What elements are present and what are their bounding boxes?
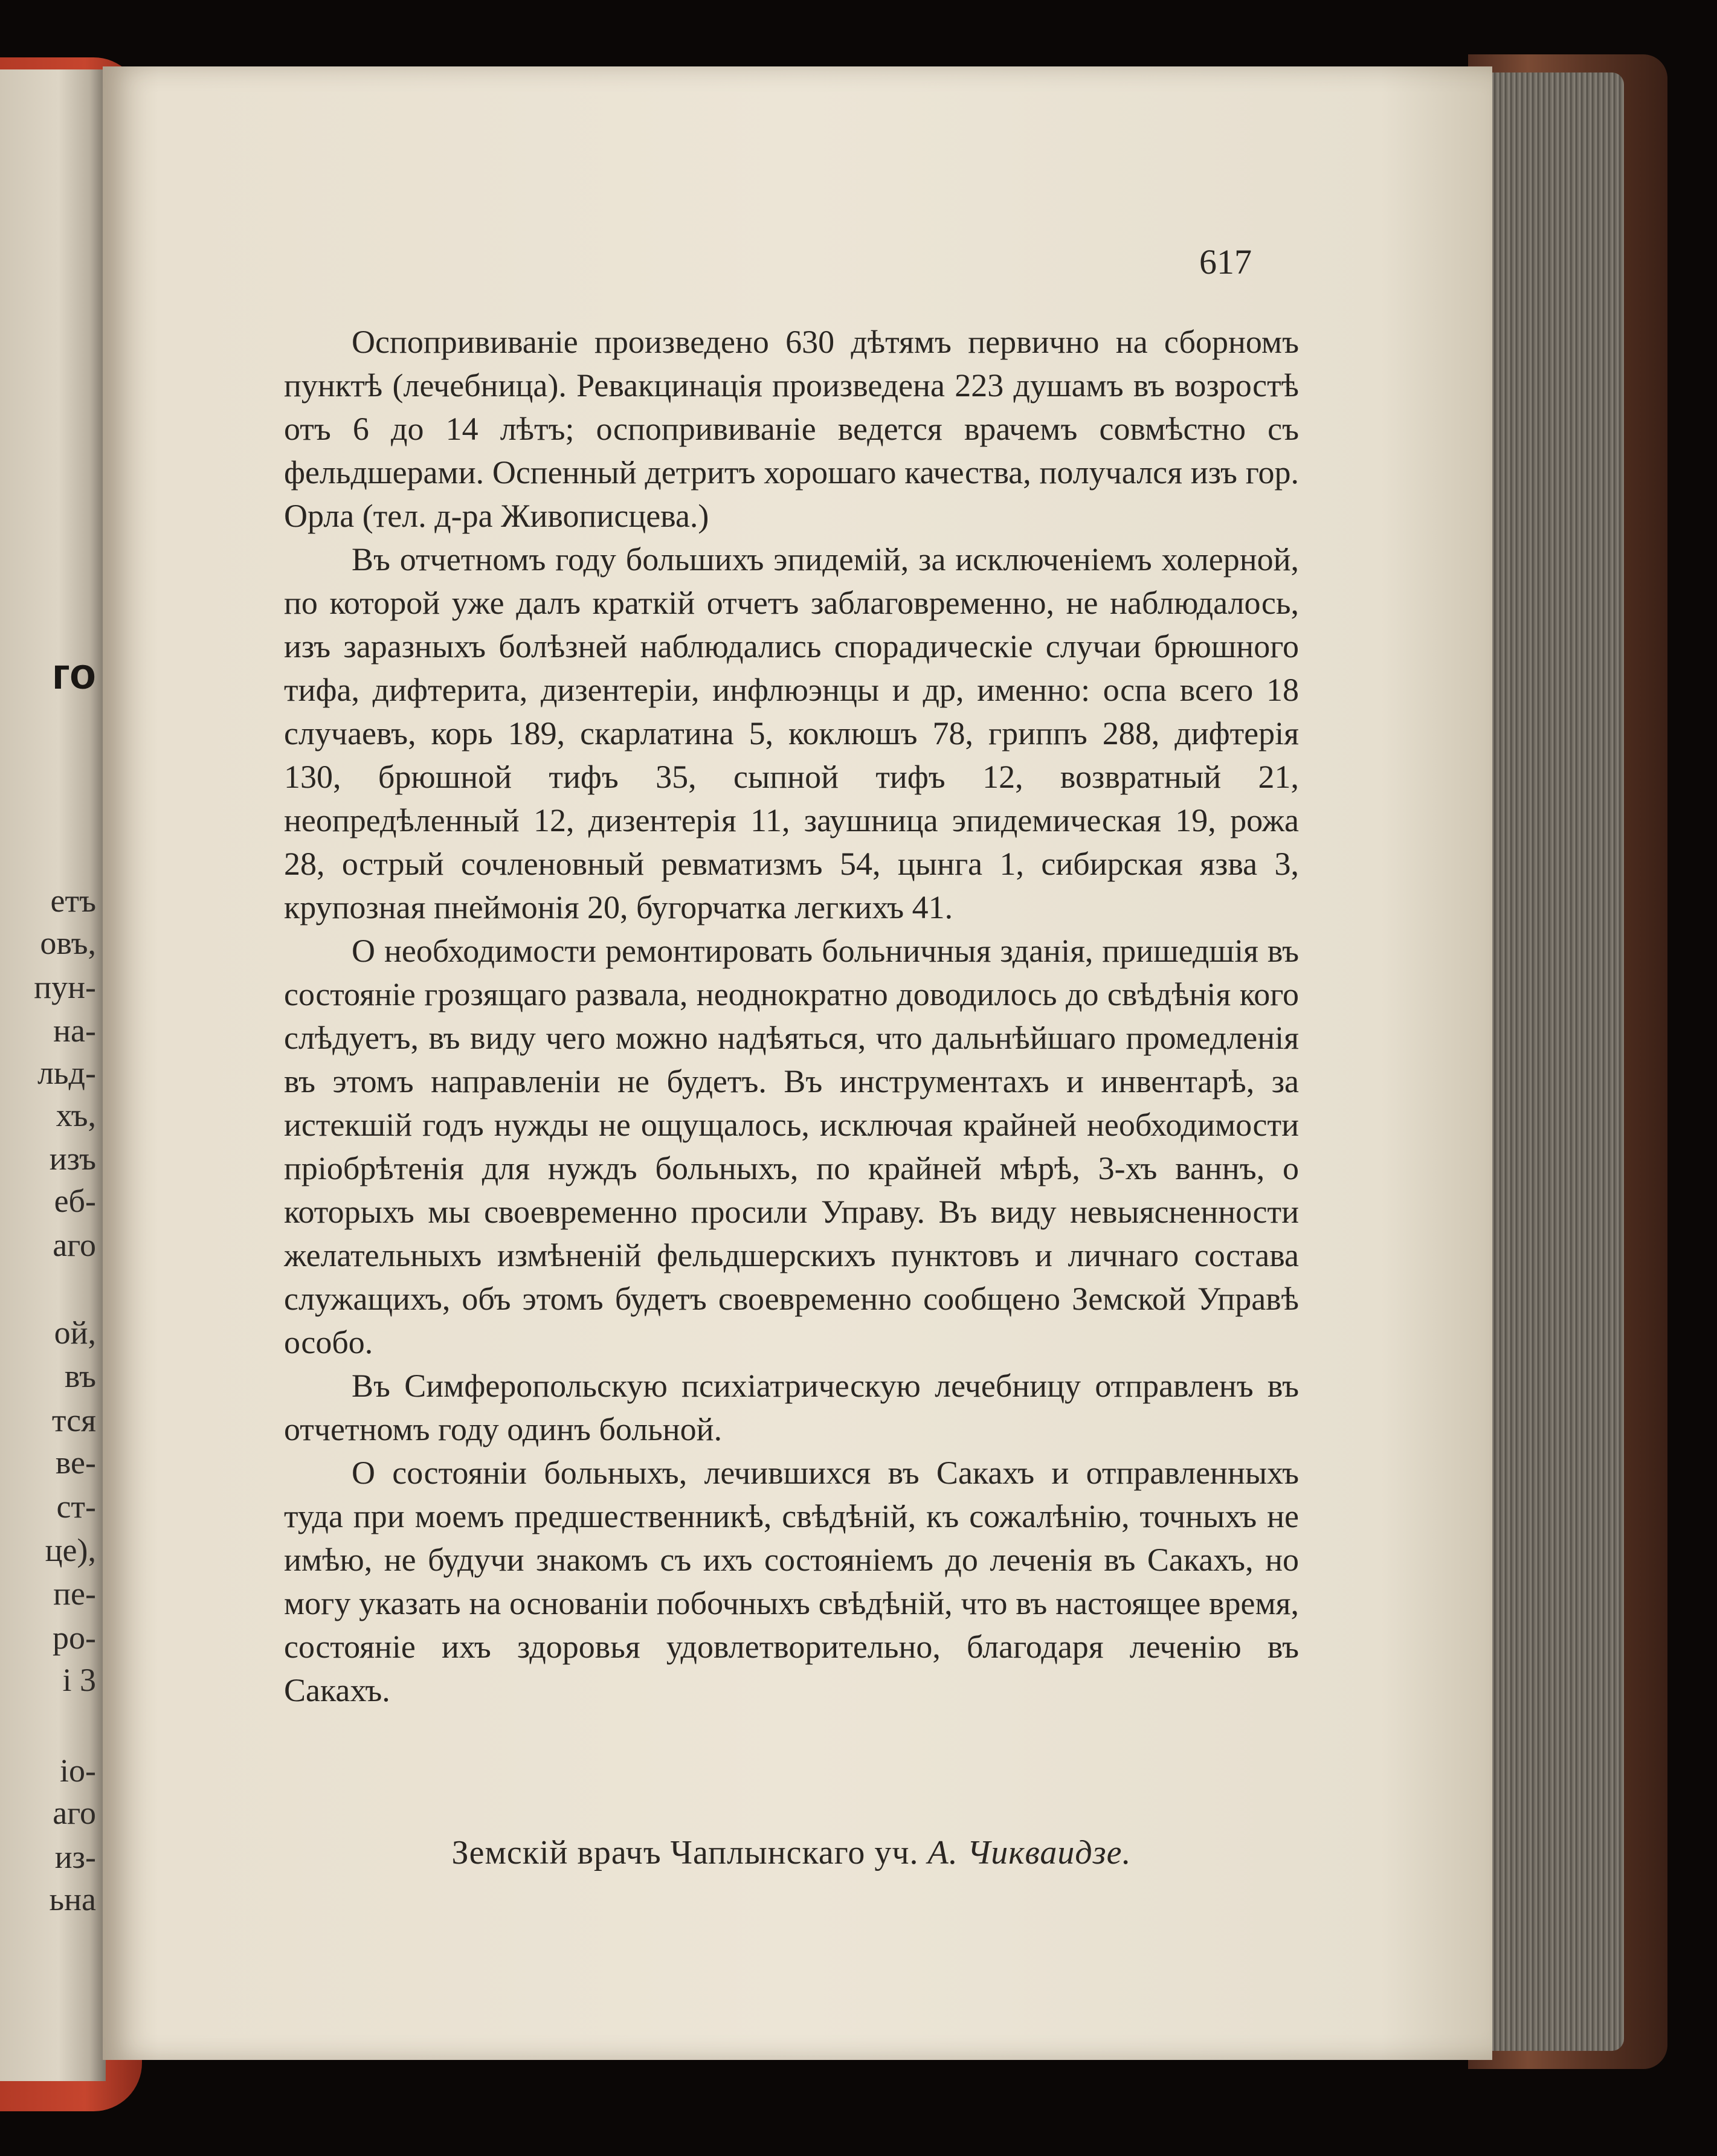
- book-page: [103, 66, 1492, 2060]
- paragraph: Въ отчетномъ году большихъ эпидемій, за исключеніемъ холерной, по которой уже далъ краткій отчетъ заблаговременно, не наблюдалось, изъ заразныхъ болѣзней наблюдались спорадическіе случаи брюшного тифа, дифтерита, дизентеріи, инфлюэнцы и др, именно: оспа всего 18 случаевъ, корь 189, скарлатина 5, коклюшъ 78, гриппъ 288, дифтерія 130, брюшной тифъ 35, сыпной тифъ 12, возвратный 21, неопредѣленный 12, дизентерія 11, заушница эпидемическая 19, рожа 28, острый сочленовный ревматизмъ 54, цынга 1, сибирская язва 3, крупозная пнеймонія 20, бугорчатка легкихъ 41.: [284, 541, 1299, 925]
- paragraph: О необходимости ремонтировать больничныя зданія, пришедшія въ состояніе грозящаго развала, неоднократно доводилось до свѣдѣнія кого слѣдуетъ, въ виду чего можно надѣяться, что дальнѣйшаго промедленія въ этомъ направленіи не будетъ. Въ инструментахъ и инвентарѣ, за истекшій годъ нужды не ощущалось, исключая крайней необходимости пріобрѣтенія для нуждъ больныхъ, по крайней мѣрѣ, 3-хъ ваннъ, о которыхъ мы своевременно просили Управу. Въ виду невыясненности желательныхъ измѣненій фельдшерскихъ пунктовъ и личнаго состава служащихъ, объ этомъ будетъ своевременно сообщено Земской Управѣ особо.: [284, 933, 1299, 1360]
- page-number: 617: [1199, 242, 1252, 282]
- page-stack-edge: [1491, 72, 1624, 2051]
- left-line: пун-: [34, 969, 96, 1005]
- left-line: ве-: [55, 1444, 96, 1481]
- paragraph: О состояніи больныхъ, лечившихся въ Сакахъ и отправленныхъ туда при моемъ предшественникѣ, свѣдѣній, къ сожалѣнію, точныхъ не имѣю, не будучи знакомъ съ ихъ состояніемъ до леченія въ Сакахъ, но могу указать на основаніи побочныхъ свѣдѣній, что въ настоящее время, состояніе ихъ здоровья удовлетворительно, благодаря леченію въ Сакахъ.: [284, 1455, 1299, 1708]
- left-line: еб-: [54, 1183, 96, 1219]
- left-line: льд-: [37, 1055, 96, 1091]
- paragraph: Оспопрививаніе произведено 630 дѣтямъ первично на сборномъ пунктѣ (лечебница). Ревакцинація произведена 223 душамъ въ возростѣ отъ 6 до 14 лѣтъ; оспопрививаніе ведется врачемъ совмѣстно съ фельдшерами. Оспенный детритъ хорошаго качества, получался изъ гор. Орла (тел. д-ра Живописцева.): [284, 324, 1299, 534]
- left-line: въ: [64, 1358, 96, 1394]
- left-line: це),: [45, 1532, 96, 1568]
- left-line: ой,: [54, 1315, 96, 1351]
- left-line: ст-: [56, 1488, 96, 1525]
- left-line: на-: [53, 1012, 96, 1049]
- signature-name: А. Чикваидзе.: [927, 1834, 1132, 1871]
- left-line: етъ: [50, 883, 96, 919]
- left-line: аго: [53, 1795, 96, 1831]
- left-line: пе-: [53, 1575, 96, 1612]
- left-line: аго: [53, 1227, 96, 1263]
- left-line: ро-: [53, 1620, 96, 1656]
- left-line: овъ,: [40, 925, 96, 961]
- left-line: і 3: [62, 1662, 96, 1698]
- paragraph: Въ Симферопольскую психіатрическую лечебницу отправленъ въ отчетномъ году одинъ больной.: [284, 1368, 1299, 1447]
- left-line: іо-: [60, 1752, 96, 1789]
- left-heading-fragment: го: [51, 650, 96, 698]
- signature: [284, 1833, 1299, 1872]
- signature-title: Земскій врачъ Чаплынскаго уч.: [451, 1834, 919, 1871]
- page-body: [284, 320, 1299, 1712]
- left-facing-page: [0, 69, 106, 2081]
- left-line: хъ,: [56, 1097, 96, 1133]
- left-line: тся: [51, 1402, 96, 1438]
- left-line: изъ: [49, 1141, 96, 1177]
- left-line: ьна: [49, 1881, 96, 1917]
- left-line: из-: [54, 1839, 96, 1875]
